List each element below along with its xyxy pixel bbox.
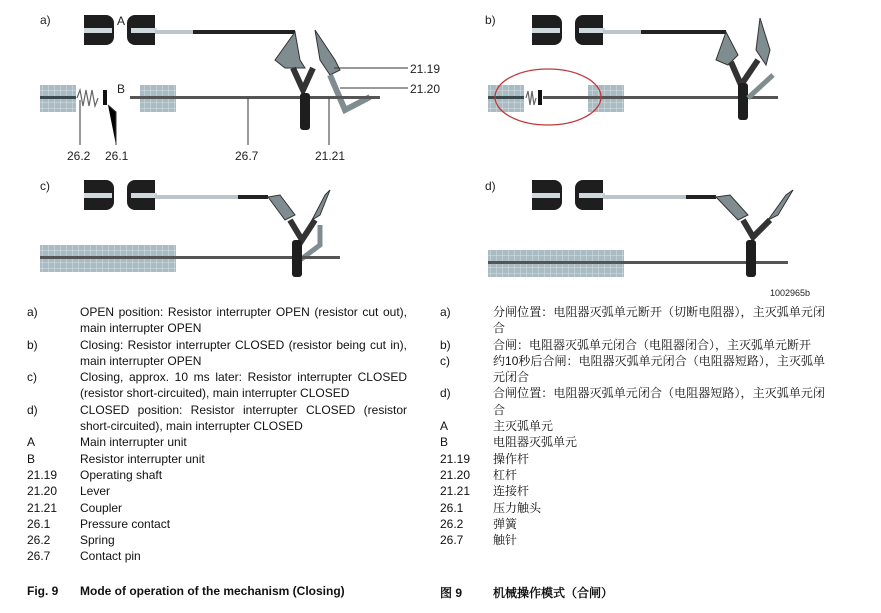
panel-c xyxy=(40,179,340,277)
legend-item xyxy=(27,467,407,483)
legend-item xyxy=(440,353,825,386)
legend-key: 26.7 xyxy=(440,533,464,548)
legend-item xyxy=(27,304,407,337)
callout-26-2: 26.2 xyxy=(67,149,91,163)
legend-key: d) xyxy=(440,386,451,401)
legend-item xyxy=(440,516,825,532)
legend-key: 21.21 xyxy=(27,500,58,515)
legend-key: A xyxy=(440,419,449,434)
legend-key: 21.19 xyxy=(440,451,471,466)
legend-key: c) xyxy=(440,353,450,368)
legend-key: A xyxy=(27,435,36,450)
legend-text: CLOSED position: Resistor interrupter CLOSED (resistor short-circuited), main interrupter CLOSED xyxy=(80,402,407,434)
caption-text: Mode of operation of the mechanism (Closing) xyxy=(80,584,345,598)
legend-text: 触针 xyxy=(493,533,518,548)
legend-key: a) xyxy=(27,305,38,319)
legend-key: 26.1 xyxy=(27,516,51,531)
legend-text: 合闸：电阻器灭弧单元闭合（电阻器闭合），主灭弧单元断开 xyxy=(493,337,812,352)
panel-a xyxy=(40,13,440,163)
legend-item xyxy=(440,418,825,434)
caption-chinese xyxy=(440,584,613,601)
legend-key: 26.2 xyxy=(440,516,464,531)
legend-item xyxy=(27,402,407,435)
legend-text: 主灭弧单元 xyxy=(493,419,554,434)
unit-label-a: A xyxy=(117,14,126,28)
legend-key: 21.19 xyxy=(27,467,58,482)
legend-english xyxy=(27,304,407,565)
legend-text: 操作杆 xyxy=(493,451,530,466)
legend-item xyxy=(440,467,825,483)
legend-item xyxy=(27,337,407,370)
legend-text: Resistor interrupter unit xyxy=(80,451,205,466)
legend-item xyxy=(27,483,407,499)
panel-d xyxy=(485,179,810,298)
legend-item xyxy=(27,369,407,402)
legend-key: b) xyxy=(27,337,38,352)
panel-label: c) xyxy=(40,179,50,193)
legend-item xyxy=(440,532,825,548)
unit-label-b: B xyxy=(117,82,126,96)
legend-item xyxy=(440,500,825,516)
callout-26-7: 26.7 xyxy=(235,149,259,163)
legend-key: 26.2 xyxy=(27,533,51,548)
legend-text: 弹簧 xyxy=(493,516,518,531)
legend-key: a) xyxy=(440,305,451,319)
panel-label: b) xyxy=(485,13,496,27)
legend-text: Coupler xyxy=(80,500,123,515)
legend-text: Main interrupter unit xyxy=(80,435,187,450)
callout-26-1: 26.1 xyxy=(105,149,129,163)
legend-key: c) xyxy=(27,370,37,385)
legend-key: 21.20 xyxy=(27,484,58,499)
drawing-id: 1002965b xyxy=(770,288,811,298)
legend-item xyxy=(440,451,825,467)
legend-text: 分闸位置：电阻器灭弧单元断开（切断电阻器），主灭弧单元闭合 xyxy=(493,305,825,336)
legend-text: Contact pin xyxy=(80,549,141,564)
mechanism-figure xyxy=(0,0,881,300)
legend-item xyxy=(440,385,825,418)
panel-label: d) xyxy=(485,179,496,193)
legend-text: 合闸位置：电阻器灭弧单元闭合（电阻器短路），主灭弧单元闭合 xyxy=(493,386,825,417)
legend-item xyxy=(27,434,407,450)
legend-key: 26.1 xyxy=(440,500,464,515)
callout-21-19: 21.19 xyxy=(410,62,441,76)
callout-21-20: 21.20 xyxy=(410,82,441,96)
legend-key: B xyxy=(27,451,36,466)
legend-text: Operating shaft xyxy=(80,467,163,482)
legend-text: Closing, approx. 10 ms later: Resistor interrupter CLOSED (resistor short-circuited), main interrupter CLOSED xyxy=(80,370,407,401)
legend-item xyxy=(440,434,825,450)
legend-key: 26.7 xyxy=(27,549,51,564)
caption-english xyxy=(27,584,345,598)
legend-text: 杠杆 xyxy=(493,467,518,482)
legend-item xyxy=(27,548,407,564)
legend-item xyxy=(27,451,407,467)
legend-text: 电阻器灭弧单元 xyxy=(493,435,578,450)
legend-text: Spring xyxy=(80,533,115,548)
legend-chinese xyxy=(440,304,825,548)
legend-key: 21.21 xyxy=(440,484,471,499)
legend-item xyxy=(440,483,825,499)
legend-text: Pressure contact xyxy=(80,516,171,531)
panel-b xyxy=(485,13,778,125)
legend-text: Lever xyxy=(80,484,111,499)
legend-key: d) xyxy=(27,402,38,417)
callout-21-21: 21.21 xyxy=(315,149,346,163)
legend-item xyxy=(440,337,825,353)
legend-text: 连接杆 xyxy=(493,484,530,499)
legend-item xyxy=(27,516,407,532)
legend-item xyxy=(440,304,825,337)
legend-item xyxy=(27,532,407,548)
legend-text: Closing: Resistor interrupter CLOSED (resistor being cut in), main interrupter OPEN xyxy=(80,337,407,368)
panel-label: a) xyxy=(40,13,51,27)
legend-item xyxy=(27,500,407,516)
caption-text: 机械操作模式（合闸） xyxy=(493,586,614,600)
legend-key: B xyxy=(440,435,449,450)
legend-text: 压力触头 xyxy=(493,500,542,515)
legend-text: OPEN position: Resistor interrupter OPEN (resistor cut out), main interrupter OPEN xyxy=(80,305,407,336)
legend-text: 约10秒后合闸：电阻器灭弧单元闭合（电阻器短路），主灭弧单元闭合 xyxy=(493,353,825,385)
caption-key: 图 9 xyxy=(440,586,463,600)
legend-key: b) xyxy=(440,337,451,352)
legend-key: 21.20 xyxy=(440,467,471,482)
caption-key: Fig. 9 xyxy=(27,584,59,598)
